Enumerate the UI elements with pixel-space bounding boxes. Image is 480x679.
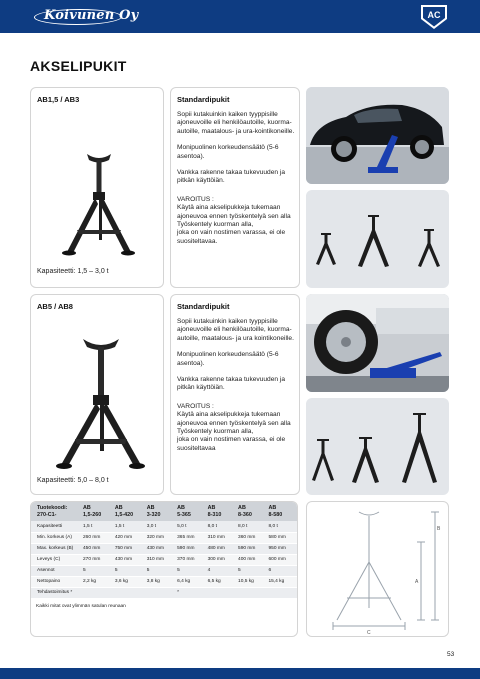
- description-paragraph: Vankka rakenne takaa tukevuuden ja pitkän käyttöiän.: [177, 376, 286, 392]
- product-image-panel-2: [30, 294, 164, 495]
- description-paragraph: Vankka rakenne takaa tukevuuden ja pitkän käyttöiän.: [177, 169, 286, 185]
- table-cell: [236, 587, 266, 598]
- page-title: AKSELIPUKIT: [30, 58, 127, 74]
- table-cell: 310 mm: [206, 532, 236, 543]
- table-cell: 5: [113, 565, 145, 576]
- axle-stand-large-image: [53, 333, 149, 471]
- product-description-panel-1: [170, 87, 300, 288]
- table-cell: 370 mm: [175, 554, 205, 565]
- product-code-column-header: AB 8-580: [267, 502, 298, 521]
- table-row: [31, 587, 297, 598]
- table-cell: 5: [175, 565, 205, 576]
- dimension-label-c: C: [367, 630, 371, 636]
- table-cell: 4: [206, 565, 236, 576]
- table-cell: 590 mm: [175, 543, 205, 554]
- dimension-label-a: A: [415, 579, 419, 585]
- brand-logo: Koivunen Oy: [44, 8, 139, 23]
- table-cell: 950 mm: [267, 543, 298, 554]
- description-paragraph: Monipuolinen korkeudensäätö (5-6 asentoa).: [177, 144, 279, 160]
- page-number: 53: [447, 651, 455, 658]
- dimension-drawing: [306, 501, 449, 637]
- table-cell: 365 mm: [175, 532, 205, 543]
- product-code-column-header: AB 3-320: [145, 502, 175, 521]
- table-cell: 750 mm: [113, 543, 145, 554]
- table-row: [31, 554, 297, 565]
- header-bar: [0, 0, 480, 33]
- table-cell: [113, 587, 145, 598]
- capacity-label-2: Kapasiteetti: 5,0 – 8,0 t: [37, 477, 109, 484]
- table-cell: 430 mm: [113, 554, 145, 565]
- table-cell: 6: [267, 565, 298, 576]
- table-cell: 8,0 t: [267, 521, 298, 532]
- footer-bar: [0, 668, 480, 679]
- capacity-label-1: Kapasiteetti: 1,5 – 3,0 t: [37, 268, 109, 275]
- description-paragraph: Monipuolinen korkeudensäätö (5-6 asentoa).: [177, 351, 279, 367]
- table-row: [31, 576, 297, 587]
- table-cell: 5: [81, 565, 113, 576]
- table-row-label: Tehdastoimitus *: [31, 587, 81, 598]
- axle-stand-trio-image-1: [306, 190, 449, 288]
- table-cell: 400 mm: [236, 554, 266, 565]
- car-jack-photo-1: [306, 87, 449, 184]
- table-row: [31, 543, 297, 554]
- table-cell: 360 mm: [236, 532, 266, 543]
- table-cell: 480 mm: [206, 543, 236, 554]
- table-cell: 3,8 kg: [145, 576, 175, 587]
- table-row-label: Max. korkeus (B): [31, 543, 81, 554]
- table-cell: 420 mm: [113, 532, 145, 543]
- description-paragraph: Sopii kutakuinkin kaiken tyyppisille ajoneuvoille eli henkilöautoille, kuorma-autoille, maatalous- ja ura-kointikoneille.: [177, 111, 295, 135]
- dimension-label-b: B: [437, 526, 441, 532]
- table-cell: 3,0 t: [145, 521, 175, 532]
- table-cell: [145, 587, 175, 598]
- table-cell: 270 mm: [81, 554, 113, 565]
- product-code-column-header: AB 8-310: [206, 502, 236, 521]
- table-row-label: Leveys (C): [31, 554, 81, 565]
- description-paragraph: Sopii kutakuinkin kaiken tyyppisille ajoneuvoille eli henkilöautoille, kuorma-autoille, maatalous- ja ura kointikoneille.: [177, 318, 294, 342]
- product-code-header: Tuotekoodi: 270-C1-: [31, 502, 81, 521]
- table-cell: 10,5 kg: [236, 576, 266, 587]
- table-cell: [267, 587, 298, 598]
- product-title-1: AB1,5 / AB3: [37, 95, 80, 104]
- table-cell: 450 mm: [81, 543, 113, 554]
- table-row: [31, 565, 297, 576]
- table-cell: 430 mm: [145, 543, 175, 554]
- table-row-label: Min. korkeus (A): [31, 532, 81, 543]
- table-cell: 8,0 t: [236, 521, 266, 532]
- table-cell: 320 mm: [145, 532, 175, 543]
- table-cell: 5: [236, 565, 266, 576]
- table-cell: 2,2 kg: [81, 576, 113, 587]
- table-cell: 5,0 t: [175, 521, 205, 532]
- table-cell: 1,5 t: [81, 521, 113, 532]
- description-heading-2: Standardipukit: [177, 302, 230, 311]
- description-text-2: [177, 318, 297, 461]
- axle-stand-small-image: [59, 148, 139, 258]
- table-row: [31, 532, 297, 543]
- product-code-column-header: AB 5-365: [175, 502, 205, 521]
- table-row: [31, 521, 297, 532]
- table-cell: 8,0 t: [206, 521, 236, 532]
- warning-text: VAROITUS : Käytä aina akselipukkeja tukemaan ajoneuvoa ennen työskentelyä sen alla Työskentely kuorman alla, joka on vain nostimen varassa, ei ole suositeltavaa.: [177, 195, 291, 245]
- table-cell: [81, 587, 113, 598]
- product-code-column-header: AB 8-360: [236, 502, 266, 521]
- table-cell: 6,4 kg: [175, 576, 205, 587]
- table-cell: 5: [145, 565, 175, 576]
- table-row-label: Nettopaino: [31, 576, 81, 587]
- table-cell: 3,6 kg: [113, 576, 145, 587]
- table-row-label: Asennot: [31, 565, 81, 576]
- product-title-2: AB5 / AB8: [37, 302, 73, 311]
- table-cell: 6,5 kg: [206, 576, 236, 587]
- table-header-row: [31, 502, 297, 521]
- table-cell: 1,5 t: [113, 521, 145, 532]
- table-footnote: Kaikki mitat ovat ylimmän satulan reunaan: [36, 604, 126, 609]
- table-cell: *: [175, 587, 205, 598]
- table-cell: 260 mm: [81, 532, 113, 543]
- product-description-panel-2: [170, 294, 300, 495]
- description-heading-1: Standardipukit: [177, 95, 230, 104]
- product-image-panel-1: [30, 87, 164, 288]
- table-cell: 580 mm: [267, 532, 298, 543]
- product-code-column-header: AB 1,5-260: [81, 502, 113, 521]
- table-cell: 600 mm: [267, 554, 298, 565]
- description-text-1: [177, 111, 297, 254]
- warning-text: VAROITUS : Käytä aina akselipukkeja tukemaan ajoneuvoa ennen työskentelyä sen alla Työskentely kuorman alla, joka on vain nostimen varassa, ei ole suositeltavaa: [177, 402, 291, 452]
- table-row-label: Kapasiteetti: [31, 521, 81, 532]
- ac-logo-icon: [419, 3, 449, 30]
- table-cell: [206, 587, 236, 598]
- specifications-table: [30, 501, 298, 637]
- ac-logo-text: AC: [427, 10, 441, 20]
- car-jack-photo-2: [306, 294, 449, 392]
- table-cell: 590 mm: [236, 543, 266, 554]
- product-code-column-header: AB 1,5-420: [113, 502, 145, 521]
- table-cell: 310 mm: [145, 554, 175, 565]
- table-cell: 15,4 kg: [267, 576, 298, 587]
- table-cell: 300 mm: [206, 554, 236, 565]
- axle-stand-trio-image-2: [306, 398, 449, 495]
